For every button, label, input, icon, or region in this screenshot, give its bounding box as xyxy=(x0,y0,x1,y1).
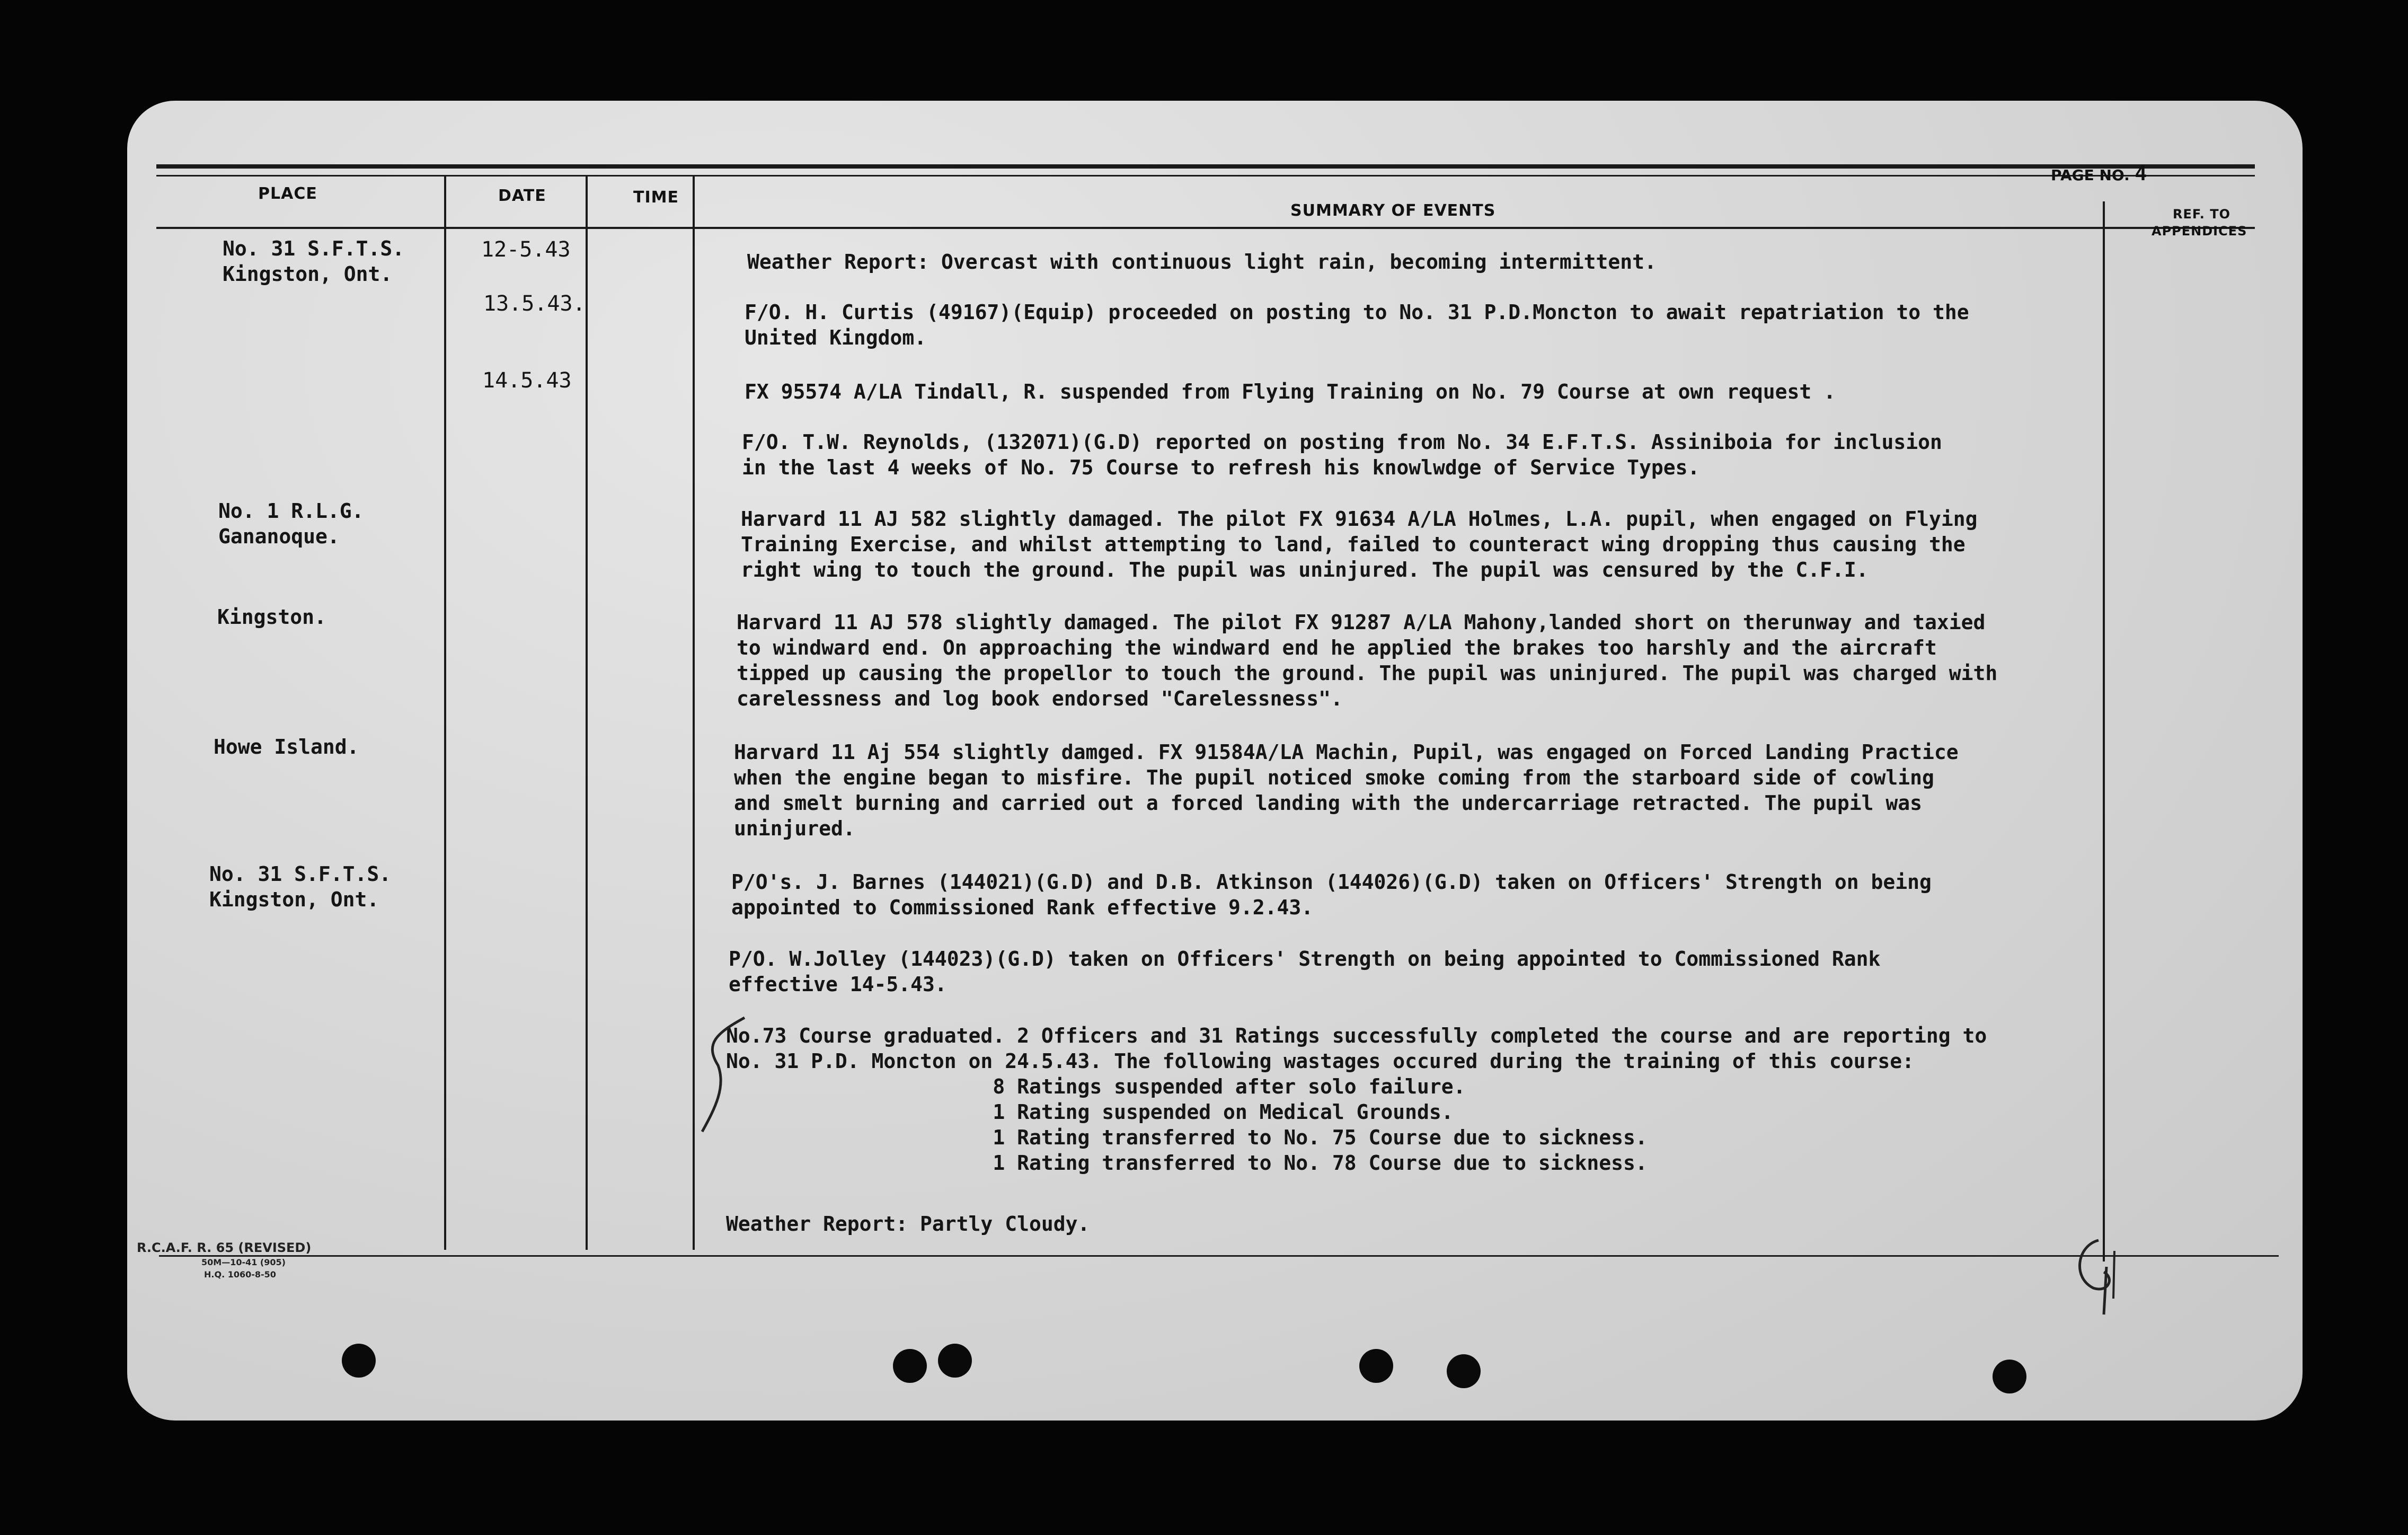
event-entry: P/O. W.Jolley (144023)(G.D) taken on Officers' Strength on being appointed to Commissioned Rank effective 14-5.43. xyxy=(729,947,1881,996)
page-number xyxy=(2051,162,2147,185)
place-entry: Howe Island. xyxy=(214,735,359,758)
event-entry: P/O's. J. Barnes (144021)(G.D) and D.B. Atkinson (144026)(G.D) taken on Officers' Strength on being appointed to Commissioned Rank effective 9.2.43. xyxy=(731,870,1932,919)
header-time: TIME xyxy=(633,188,679,207)
date-entry: 12-5.43 xyxy=(481,237,571,262)
event-entry: No.73 Course graduated. 2 Officers and 31 Ratings successfully completed the course and are reporting to No. 31 P.D. Moncton on 24.5.43. The following wastages occured during the training of this course: 8 Ratings suspended after solo failure. 1 Rating suspended on Medical Grounds. 1 Rating transferred to No. 75 Course due to sickness. 1 Rating transferred to No. 78 Course due to sickness. xyxy=(726,1024,1987,1175)
date-entry: 14.5.43 xyxy=(482,368,572,393)
page-number-value: 4 xyxy=(2135,162,2147,185)
top-rule xyxy=(156,164,2255,169)
diary-sheet xyxy=(127,101,2303,1421)
place-entry: No. 31 S.F.T.S. Kingston, Ont. xyxy=(223,237,405,286)
header-appendices: APPENDICES xyxy=(2152,224,2247,239)
event-entry: Harvard 11 AJ 578 slightly damaged. The pilot FX 91287 A/LA Mahony,landed short on therunway and taxied to windward end. On approaching the windward end he applied the brakes too harshly and the aircraft tipped up causing the propellor to touch the ground. The pupil was uninjured. The pupil was charged with carelessness and log book endorsed "Carelessness". xyxy=(737,611,1998,710)
punch-hole xyxy=(893,1349,927,1383)
handwritten-initials xyxy=(2061,1230,2130,1320)
column-line-date-time xyxy=(586,177,588,1250)
header-rule xyxy=(156,227,2255,229)
place-entry: No. 31 S.F.T.S. Kingston, Ont. xyxy=(209,862,392,911)
form-print-code: 50M—10-41 (905) xyxy=(201,1257,286,1267)
column-line-place-date xyxy=(444,177,446,1250)
event-entry: Harvard 11 AJ 582 slightly damaged. The pilot FX 91634 A/LA Holmes, L.A. pupil, when engaged on Flying Training Exercise, and whilst attempting to land, failed to counteract wing dropping thus causing the right wing to touch the ground. The pupil was uninjured. The pupil was censured by the C.F.I. xyxy=(741,507,1978,581)
event-entry: Weather Report: Overcast with continuous light rain, becoming intermittent. xyxy=(747,250,1657,274)
punch-hole xyxy=(938,1344,972,1378)
header-date: DATE xyxy=(498,187,546,205)
date-entry: 13.5.43. xyxy=(483,292,586,316)
header-summary: SUMMARY OF EVENTS xyxy=(1290,201,1496,220)
bottom-rule xyxy=(159,1255,2279,1257)
punch-hole xyxy=(1993,1360,2026,1393)
event-entry: Harvard 11 Aj 554 slightly damged. FX 91584A/LA Machin, Pupil, was engaged on Forced Landing Practice when the engine began to misfire. The pupil noticed smoke coming from the starboard side of cowling and smelt burning and carried out a forced landing with the undercarriage retracted. The pupil was uninjured. xyxy=(734,740,1959,840)
top-rule-thin xyxy=(156,175,2255,177)
form-hq-code: H.Q. 1060-8-50 xyxy=(204,1269,276,1280)
column-line-summary-ref xyxy=(2103,201,2105,1261)
event-entry: F/O. T.W. Reynolds, (132071)(G.D) reported on posting from No. 34 E.F.T.S. Assiniboia for inclusion in the last 4 weeks of No. 75 Course to refresh his knowlwdge of Service Types. xyxy=(742,430,1942,479)
event-entry: FX 95574 A/LA Tindall, R. suspended from Flying Training on No. 79 Course at own request . xyxy=(745,380,1836,403)
bracket-mark xyxy=(694,1012,758,1140)
punch-hole xyxy=(1359,1349,1393,1383)
event-entry: F/O. H. Curtis (49167)(Equip) proceeded on posting to No. 31 P.D.Moncton to await repatriation to the United Kingdom. xyxy=(745,301,1969,349)
header-place: PLACE xyxy=(258,184,317,203)
place-entry: Kingston. xyxy=(217,605,326,629)
header-ref-to: REF. TO xyxy=(2173,207,2230,222)
form-number: R.C.A.F. R. 65 (REVISED) xyxy=(137,1240,312,1255)
place-entry: No. 1 R.L.G. Gananoque. xyxy=(218,499,364,548)
punch-hole xyxy=(342,1344,376,1378)
punch-hole xyxy=(1447,1354,1481,1388)
page-number-label: PAGE NO. xyxy=(2051,166,2130,184)
event-entry: Weather Report: Partly Cloudy. xyxy=(726,1212,1090,1236)
